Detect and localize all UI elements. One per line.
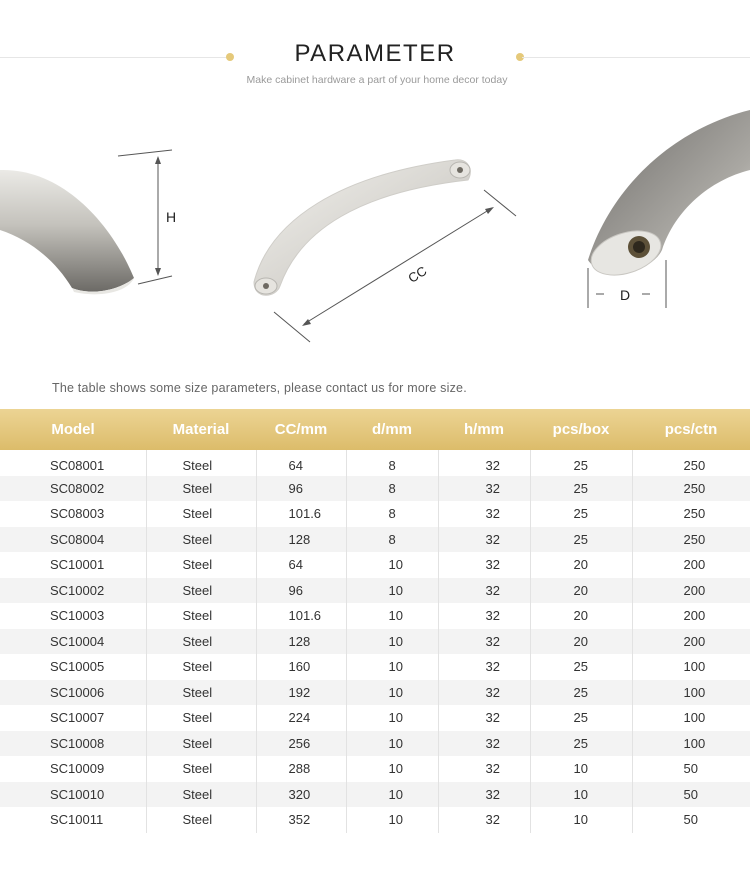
pcs-box-cell: 25 bbox=[530, 527, 632, 553]
cc-cell: 64 bbox=[256, 450, 346, 476]
h-cell: 32 bbox=[438, 578, 530, 604]
model-cell: SC10007 bbox=[0, 705, 146, 731]
table-row bbox=[0, 476, 750, 502]
d-cell: 10 bbox=[346, 731, 438, 757]
material-cell: Steel bbox=[146, 782, 256, 808]
pcs-ctn-cell: 50 bbox=[683, 786, 698, 802]
table-row bbox=[0, 705, 750, 731]
cc-cell: 128 bbox=[256, 629, 346, 655]
model-cell: SC08003 bbox=[0, 501, 146, 527]
table-row bbox=[0, 450, 750, 476]
cc-cell: 128 bbox=[256, 527, 346, 553]
pcs-ctn-cell: 250 bbox=[683, 531, 706, 547]
table-row bbox=[0, 782, 750, 808]
pcs-box-cell: 20 bbox=[530, 552, 632, 578]
pcs-box-cell: 25 bbox=[530, 654, 632, 680]
table-row bbox=[0, 552, 750, 578]
h-cell: 32 bbox=[438, 680, 530, 706]
table-row bbox=[0, 731, 750, 757]
column-header-material: Material bbox=[172, 421, 230, 438]
pcs-ctn-cell: 200 bbox=[683, 608, 706, 624]
material-cell: Steel bbox=[146, 552, 256, 578]
material-cell: Steel bbox=[146, 476, 256, 502]
pcs-box-cell: 25 bbox=[530, 450, 632, 476]
pcs-box-cell: 20 bbox=[530, 629, 632, 655]
cc-cell: 288 bbox=[256, 756, 346, 782]
material-cell: Steel bbox=[146, 756, 256, 782]
d-cell: 10 bbox=[346, 807, 438, 833]
handle-diameter-figure bbox=[586, 110, 750, 308]
size-parameter-table bbox=[0, 409, 750, 833]
material-cell: Steel bbox=[146, 578, 256, 604]
column-header-h: h/mm bbox=[463, 421, 504, 438]
d-cell: 10 bbox=[346, 552, 438, 578]
table-row bbox=[0, 501, 750, 527]
column-header-pcs-ctn: pcs/ctn bbox=[664, 421, 718, 438]
cc-cell: 101.6 bbox=[256, 603, 346, 629]
pcs-box-cell: 10 bbox=[530, 782, 632, 808]
cc-cell: 224 bbox=[256, 705, 346, 731]
pcs-box-cell: 25 bbox=[530, 731, 632, 757]
pcs-box-cell: 10 bbox=[530, 807, 632, 833]
cc-cell: 192 bbox=[256, 680, 346, 706]
cc-cell: 352 bbox=[256, 807, 346, 833]
material-cell: Steel bbox=[146, 705, 256, 731]
table-row bbox=[0, 756, 750, 782]
pcs-box-cell: 25 bbox=[530, 476, 632, 502]
h-cell: 32 bbox=[438, 756, 530, 782]
table-row bbox=[0, 807, 750, 833]
h-cell: 32 bbox=[438, 654, 530, 680]
model-cell: SC10002 bbox=[0, 578, 146, 604]
h-cell: 32 bbox=[438, 629, 530, 655]
d-cell: 10 bbox=[346, 654, 438, 680]
material-cell: Steel bbox=[146, 629, 256, 655]
pcs-ctn-cell: 250 bbox=[683, 506, 706, 522]
model-cell: SC08001 bbox=[0, 450, 146, 476]
cc-cell: 320 bbox=[256, 782, 346, 808]
height-label: H bbox=[166, 209, 177, 225]
d-cell: 10 bbox=[346, 603, 438, 629]
model-cell: SC10009 bbox=[0, 756, 146, 782]
d-cell: 10 bbox=[346, 782, 438, 808]
cc-cell: 64 bbox=[256, 552, 346, 578]
pcs-ctn-cell: 200 bbox=[683, 557, 706, 573]
page-subtitle: Make cabinet hardware a part of your home decor today bbox=[246, 74, 508, 86]
pcs-ctn-cell: 100 bbox=[683, 735, 706, 751]
h-cell: 32 bbox=[438, 782, 530, 808]
table-row bbox=[0, 578, 750, 604]
d-cell: 10 bbox=[346, 705, 438, 731]
column-header-model: Model bbox=[51, 421, 95, 438]
h-cell: 32 bbox=[438, 603, 530, 629]
model-cell: SC08002 bbox=[0, 476, 146, 502]
table-row bbox=[0, 680, 750, 706]
pcs-ctn-cell: 100 bbox=[683, 659, 706, 675]
model-cell: SC10003 bbox=[0, 603, 146, 629]
table-row bbox=[0, 527, 750, 553]
pcs-ctn-cell: 250 bbox=[683, 458, 706, 474]
material-cell: Steel bbox=[146, 807, 256, 833]
table-header-row bbox=[0, 409, 750, 450]
h-cell: 32 bbox=[438, 450, 530, 476]
pcs-box-cell: 20 bbox=[530, 578, 632, 604]
d-cell: 10 bbox=[346, 756, 438, 782]
size-note: The table shows some size parameters, please contact us for more size. bbox=[52, 381, 467, 395]
diameter-label: D bbox=[620, 287, 631, 303]
model-cell: SC08004 bbox=[0, 527, 146, 553]
model-cell: SC10011 bbox=[0, 807, 146, 833]
d-cell: 8 bbox=[346, 476, 438, 502]
table-body bbox=[0, 450, 750, 833]
pcs-box-cell: 25 bbox=[530, 705, 632, 731]
h-cell: 32 bbox=[438, 527, 530, 553]
pcs-ctn-cell: 50 bbox=[683, 812, 698, 828]
material-cell: Steel bbox=[146, 680, 256, 706]
cc-cell: 160 bbox=[256, 654, 346, 680]
model-cell: SC10004 bbox=[0, 629, 146, 655]
cc-cell: 101.6 bbox=[256, 501, 346, 527]
h-cell: 32 bbox=[438, 476, 530, 502]
h-cell: 32 bbox=[438, 731, 530, 757]
d-cell: 8 bbox=[346, 501, 438, 527]
pcs-box-cell: 10 bbox=[530, 756, 632, 782]
pcs-box-cell: 25 bbox=[530, 501, 632, 527]
d-cell: 8 bbox=[346, 527, 438, 553]
cc-cell: 96 bbox=[256, 476, 346, 502]
d-cell: 10 bbox=[346, 629, 438, 655]
pcs-ctn-cell: 100 bbox=[683, 710, 706, 726]
material-cell: Steel bbox=[146, 654, 256, 680]
dimension-figures bbox=[0, 100, 750, 370]
material-cell: Steel bbox=[146, 731, 256, 757]
model-cell: SC10006 bbox=[0, 680, 146, 706]
table-row bbox=[0, 629, 750, 655]
table-row bbox=[0, 603, 750, 629]
d-cell: 10 bbox=[346, 578, 438, 604]
d-cell: 8 bbox=[346, 450, 438, 476]
pcs-ctn-cell: 200 bbox=[683, 633, 706, 649]
h-cell: 32 bbox=[438, 552, 530, 578]
pcs-ctn-cell: 100 bbox=[683, 684, 706, 700]
column-header-cc: CC/mm bbox=[274, 421, 328, 438]
h-cell: 32 bbox=[438, 807, 530, 833]
d-cell: 10 bbox=[346, 680, 438, 706]
cc-label: CC bbox=[405, 263, 430, 286]
material-cell: Steel bbox=[146, 450, 256, 476]
material-cell: Steel bbox=[146, 501, 256, 527]
handle-height-figure bbox=[0, 150, 176, 294]
parameter-header bbox=[0, 0, 750, 100]
material-cell: Steel bbox=[146, 527, 256, 553]
pcs-box-cell: 25 bbox=[530, 680, 632, 706]
pcs-ctn-cell: 50 bbox=[683, 761, 698, 777]
cc-cell: 96 bbox=[256, 578, 346, 604]
handle-cc-figure bbox=[254, 160, 516, 342]
model-cell: SC10008 bbox=[0, 731, 146, 757]
h-cell: 32 bbox=[438, 501, 530, 527]
model-cell: SC10010 bbox=[0, 782, 146, 808]
h-cell: 32 bbox=[438, 705, 530, 731]
model-cell: SC10001 bbox=[0, 552, 146, 578]
pcs-ctn-cell: 200 bbox=[683, 582, 706, 598]
handle-end-left bbox=[0, 170, 134, 292]
column-header-d: d/mm bbox=[371, 421, 412, 438]
pcs-ctn-cell: 250 bbox=[683, 480, 706, 496]
arched-handle bbox=[254, 160, 470, 295]
table-row bbox=[0, 654, 750, 680]
column-header-pcs-box: pcs/box bbox=[552, 421, 610, 438]
header-divider-right bbox=[522, 57, 750, 58]
material-cell: Steel bbox=[146, 603, 256, 629]
pcs-box-cell: 20 bbox=[530, 603, 632, 629]
page-title: PARAMETER bbox=[294, 40, 456, 67]
cc-cell: 256 bbox=[256, 731, 346, 757]
model-cell: SC10005 bbox=[0, 654, 146, 680]
